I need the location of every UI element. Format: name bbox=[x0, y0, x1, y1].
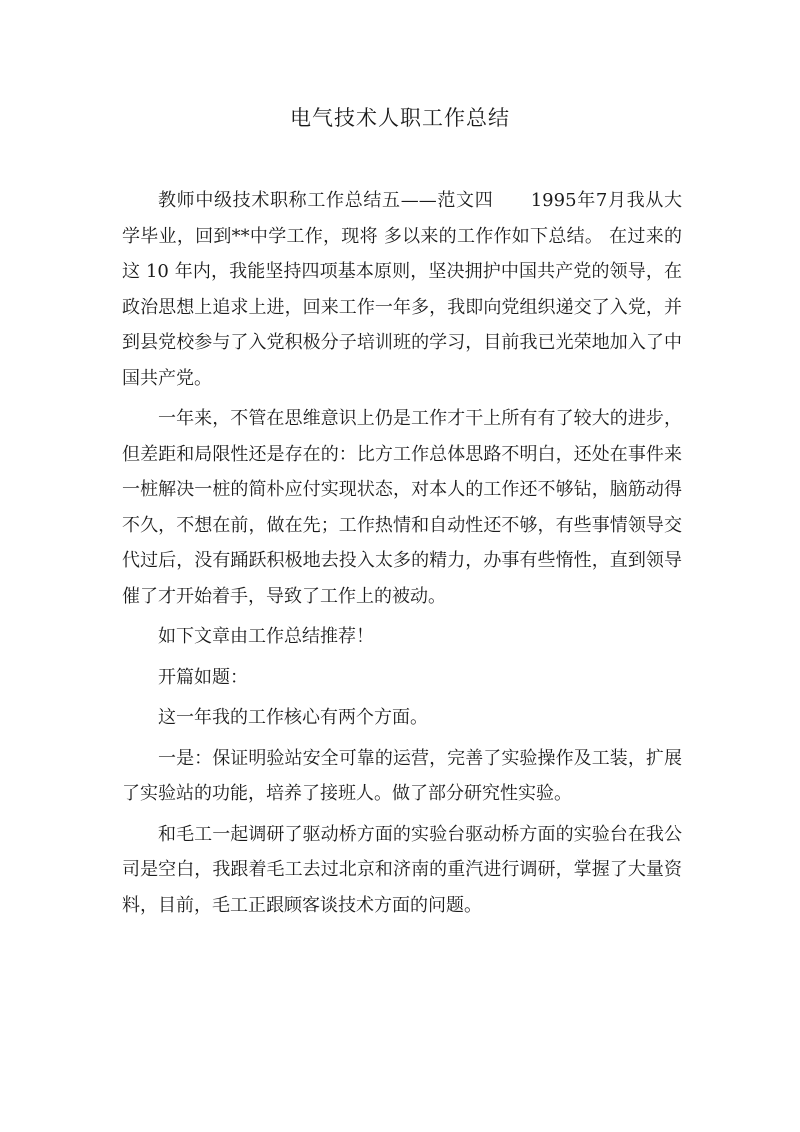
paragraph: 一年来，不管在思维意识上仍是工作才干上所有有了较大的进步，但差距和局限性还是存在的：比方工作总体思路不明白，还处在事件来一桩解决一桩的简朴应付实现状态，对本人的工作还不够钻，脑筋动得不久，不想在前，做在先；工作热情和自动性还不够，有些事情领导交代过后，没有踊跃积极地去投入太多的精力，办事有些惰性，直到领导催了才开始着手，导致了工作上的被动。 bbox=[122, 408, 682, 607]
paragraph: 和毛工一起调研了驱动桥方面的实验台驱动桥方面的实验台在我公司是空白，我跟着毛工去过北京和济南的重汽进行调研，掌握了大量资料，目前，毛工正跟顾客谈技术方面的问题。 bbox=[122, 823, 682, 916]
document-title: 电气技术人职工作总结 bbox=[290, 106, 510, 130]
paragraph: 教师中级技术职称工作总结五——范文四 1995年7月我从大学毕业，回到**中学工作，现将 多以来的工作作如下总结。 在过来的这 10 年内，我能坚持四项基本原则，坚决拥护中国共产党的领导，在政治思想上追求上进，回来工作一年多，我即向党组织递交了入党，并到县党校参与了入党积极分子培训班的学习，目前我已光荣地加入了中国共产党。 bbox=[122, 190, 682, 389]
paragraph: 开篇如题： bbox=[158, 666, 248, 688]
document-body bbox=[122, 183, 682, 928]
paragraph: 如下文章由工作总结推荐！ bbox=[158, 626, 374, 647]
paragraph: 一是：保证明验站安全可靠的运营，完善了实验操作及工装，扩展了实验站的功能，培养了接班人。做了部分研究性实验。 bbox=[122, 747, 682, 804]
paragraph: 这一年我的工作核心有两个方面。 bbox=[158, 707, 428, 728]
